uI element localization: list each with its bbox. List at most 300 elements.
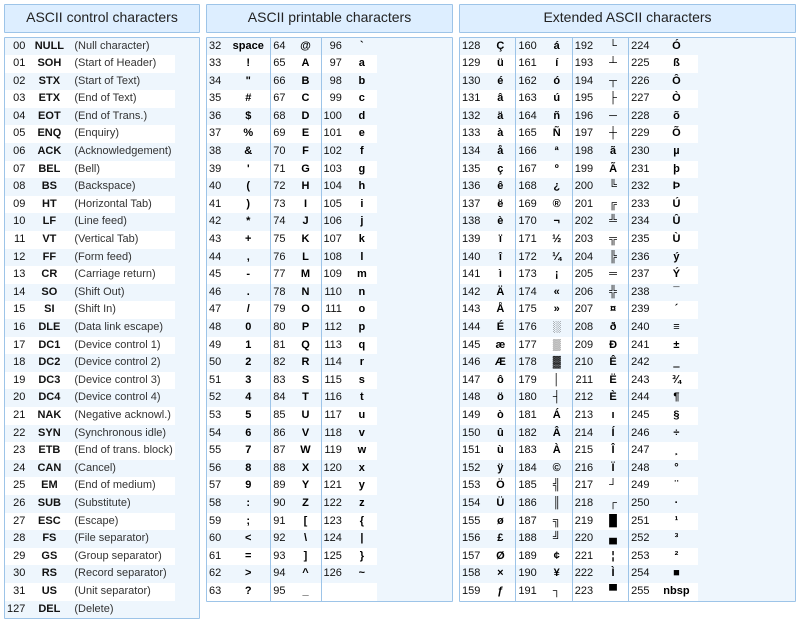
cell-code: 168: [516, 178, 541, 196]
cell-glyph: 7: [226, 442, 270, 460]
table-body: [516, 38, 571, 601]
table-row: [516, 108, 571, 126]
cell-code: 182: [516, 425, 541, 443]
cell-desc: (Escape): [68, 513, 174, 531]
cell-glyph: [: [291, 513, 321, 531]
cell-desc: (Device control 3): [68, 372, 174, 390]
table-row: [629, 372, 698, 390]
table-row: [5, 319, 175, 337]
table-row: [516, 196, 571, 214]
cell-code: 42: [207, 213, 226, 231]
table-body: [207, 38, 270, 601]
cell-code: 38: [207, 143, 226, 161]
cell-glyph: ¬: [542, 213, 572, 231]
table-row: [460, 301, 515, 319]
cell-glyph: £: [485, 530, 515, 548]
cell-glyph: ▒: [542, 337, 572, 355]
cell-code: 67: [271, 90, 290, 108]
table-body: [460, 38, 515, 601]
table-row: [629, 143, 698, 161]
cell-glyph: ╗: [542, 513, 572, 531]
table-row: [516, 178, 571, 196]
table-row: [207, 55, 270, 73]
cell-code: 239: [629, 301, 654, 319]
table-row: [5, 178, 175, 196]
cell-glyph: ETB: [30, 442, 68, 460]
table-row: [573, 301, 628, 319]
cell-code: 206: [573, 284, 598, 302]
cell-code: 112: [322, 319, 347, 337]
cell-glyph: SO: [30, 284, 68, 302]
cell-glyph: ESC: [30, 513, 68, 531]
cell-code: 123: [322, 513, 347, 531]
cell-code: 25: [5, 477, 30, 495]
table-row: [5, 548, 175, 566]
cell-glyph: DEL: [30, 601, 68, 619]
table-row: [5, 354, 175, 372]
cell-glyph: ±: [654, 337, 698, 355]
cell-desc: (Shift In): [68, 301, 174, 319]
table-row: [573, 90, 628, 108]
cell-glyph: ╬: [598, 284, 628, 302]
cell-glyph: !: [226, 55, 270, 73]
cell-glyph: ╔: [598, 196, 628, 214]
cell-glyph: █: [598, 513, 628, 531]
cell-glyph: ┬: [598, 73, 628, 91]
cell-desc: (Carriage return): [68, 266, 174, 284]
cell-glyph: m: [347, 266, 377, 284]
table-row: [573, 73, 628, 91]
cell-code: 93: [271, 548, 290, 566]
table-row: [5, 442, 175, 460]
cell-glyph: ã: [598, 143, 628, 161]
cell-code: 22: [5, 425, 30, 443]
cell-code: 226: [629, 73, 654, 91]
cell-code: 146: [460, 354, 485, 372]
cell-code: 134: [460, 143, 485, 161]
cell-code: 34: [207, 73, 226, 91]
table-row: [516, 301, 571, 319]
table-row: [5, 425, 175, 443]
table-row: [271, 337, 320, 355]
cell-glyph: -: [226, 266, 270, 284]
cell-code: 70: [271, 143, 290, 161]
table-row: [322, 38, 377, 56]
table-row: [629, 231, 698, 249]
table-row: [629, 530, 698, 548]
cell-code: 237: [629, 266, 654, 284]
cell-glyph: N: [291, 284, 321, 302]
cell-glyph: Ä: [485, 284, 515, 302]
cell-code: 199: [573, 161, 598, 179]
table-control-0: [5, 38, 175, 619]
cell-glyph: ×: [485, 565, 515, 583]
table-row: [516, 548, 571, 566]
cell-glyph: &: [226, 143, 270, 161]
cell-code: 150: [460, 425, 485, 443]
cell-desc: (Shift Out): [68, 284, 174, 302]
table-row: [460, 337, 515, 355]
cell-glyph: í: [542, 55, 572, 73]
cell-code: 143: [460, 301, 485, 319]
cell-glyph: G: [291, 161, 321, 179]
cell-glyph: w: [347, 442, 377, 460]
cell-code: 39: [207, 161, 226, 179]
table-row: [460, 319, 515, 337]
cell-glyph: ê: [485, 178, 515, 196]
cell-glyph: Æ: [485, 354, 515, 372]
cell-code: 165: [516, 125, 541, 143]
table-row: [271, 495, 320, 513]
table-row: [271, 477, 320, 495]
cell-code: 118: [322, 425, 347, 443]
cell-glyph: U: [291, 407, 321, 425]
cell-code: 140: [460, 249, 485, 267]
cell-glyph: Ã: [598, 161, 628, 179]
table-row: [271, 372, 320, 390]
table-row: [629, 161, 698, 179]
cell-glyph: ó: [542, 73, 572, 91]
table-row: [573, 407, 628, 425]
cell-code: 144: [460, 319, 485, 337]
cell-glyph: (: [226, 178, 270, 196]
table-row: [271, 38, 320, 56]
cell-code: 64: [271, 38, 290, 56]
cell-glyph: ╠: [598, 249, 628, 267]
cell-glyph: ETX: [30, 90, 68, 108]
cell-code: 241: [629, 337, 654, 355]
column-control-0: [5, 38, 175, 619]
cell-code: 235: [629, 231, 654, 249]
cell-desc: (End of trans. block): [68, 442, 174, 460]
cell-glyph: t: [347, 389, 377, 407]
cell-code: 185: [516, 477, 541, 495]
cell-glyph: ): [226, 196, 270, 214]
cell-glyph: á: [542, 38, 572, 56]
table-row: [460, 231, 515, 249]
cell-glyph: ┐: [542, 583, 572, 601]
table-row: [207, 161, 270, 179]
cell-desc: (End of Trans.): [68, 108, 174, 126]
cell-glyph: Ê: [598, 354, 628, 372]
table-row: [629, 389, 698, 407]
table-row: [460, 213, 515, 231]
table-row: [516, 143, 571, 161]
table-row: [5, 407, 175, 425]
cell-glyph: z: [347, 495, 377, 513]
cell-glyph: Ó: [654, 38, 698, 56]
table-row: [207, 442, 270, 460]
cell-code: 234: [629, 213, 654, 231]
cell-desc: (Substitute): [68, 495, 174, 513]
cell-desc: (Record separator): [68, 565, 174, 583]
table-row: [460, 407, 515, 425]
cell-code: 08: [5, 178, 30, 196]
table-row: [573, 565, 628, 583]
cell-code: 215: [573, 442, 598, 460]
cell-code: 145: [460, 337, 485, 355]
cell-code: 90: [271, 495, 290, 513]
table-row: [460, 442, 515, 460]
table-row: [5, 266, 175, 284]
cell-code: 152: [460, 460, 485, 478]
table-row: [516, 231, 571, 249]
table-row: [322, 143, 377, 161]
cell-glyph: ü: [485, 55, 515, 73]
table-row: [207, 513, 270, 531]
table-row: [271, 583, 320, 601]
cell-glyph: BS: [30, 178, 68, 196]
cell-code: 149: [460, 407, 485, 425]
cell-code: 131: [460, 90, 485, 108]
cell-code: 122: [322, 495, 347, 513]
cell-glyph: º: [542, 161, 572, 179]
cell-code: 81: [271, 337, 290, 355]
cell-glyph: ENQ: [30, 125, 68, 143]
cell-code: 107: [322, 231, 347, 249]
cell-code: 14: [5, 284, 30, 302]
cell-glyph: ·: [654, 495, 698, 513]
table-row: [322, 389, 377, 407]
table-row: [207, 178, 270, 196]
table-row: [573, 38, 628, 56]
cell-code: 238: [629, 284, 654, 302]
table-row: [573, 319, 628, 337]
cell-glyph: ╦: [598, 231, 628, 249]
table-row: [516, 266, 571, 284]
cell-glyph: NULL: [30, 38, 68, 56]
cell-glyph: s: [347, 372, 377, 390]
table-row: [573, 213, 628, 231]
cell-code: 178: [516, 354, 541, 372]
cell-glyph: _: [291, 583, 321, 601]
table-row: [516, 319, 571, 337]
table-row: [460, 249, 515, 267]
table-row: [5, 389, 175, 407]
cell-code: 142: [460, 284, 485, 302]
cell-desc: (Start of Text): [68, 73, 174, 91]
cell-glyph: DC3: [30, 372, 68, 390]
table-row: [322, 337, 377, 355]
table-row: [460, 125, 515, 143]
table-row: [573, 143, 628, 161]
cell-code: 16: [5, 319, 30, 337]
cell-code: 71: [271, 161, 290, 179]
cell-glyph: DLE: [30, 319, 68, 337]
cell-glyph: 2: [226, 354, 270, 372]
cell-glyph: ¾: [654, 372, 698, 390]
table-row: [573, 513, 628, 531]
cell-code: 116: [322, 389, 347, 407]
cell-code: 126: [322, 565, 347, 583]
table-row: [516, 460, 571, 478]
table-row: [271, 460, 320, 478]
table-row: [5, 495, 175, 513]
cell-code: 129: [460, 55, 485, 73]
cell-desc: (Null character): [68, 38, 174, 56]
cell-desc: (End of medium): [68, 477, 174, 495]
cell-code: 01: [5, 55, 30, 73]
cell-glyph: r: [347, 354, 377, 372]
cell-glyph: ': [226, 161, 270, 179]
cell-glyph: ¯: [654, 284, 698, 302]
cell-glyph: ¦: [598, 548, 628, 566]
cell-glyph: CR: [30, 266, 68, 284]
cell-code: 192: [573, 38, 598, 56]
cell-glyph: E: [291, 125, 321, 143]
table-row: [516, 73, 571, 91]
cell-code: 136: [460, 178, 485, 196]
table-row: [629, 442, 698, 460]
cell-code: 103: [322, 161, 347, 179]
cell-code: 55: [207, 442, 226, 460]
table-row: [516, 372, 571, 390]
cell-code: 164: [516, 108, 541, 126]
cell-glyph: <: [226, 530, 270, 548]
cell-code: 243: [629, 372, 654, 390]
cell-glyph: ï: [485, 231, 515, 249]
table-row: [629, 425, 698, 443]
cell-glyph: v: [347, 425, 377, 443]
cell-code: 125: [322, 548, 347, 566]
cell-glyph: µ: [654, 143, 698, 161]
cell-glyph: CAN: [30, 460, 68, 478]
table-row: [322, 495, 377, 513]
cell-glyph: }: [347, 548, 377, 566]
cell-code: 94: [271, 565, 290, 583]
cell-glyph: /: [226, 301, 270, 319]
table-row: [516, 389, 571, 407]
cell-code: 252: [629, 530, 654, 548]
cell-glyph: ¡: [542, 266, 572, 284]
panel-extended-ascii: [459, 4, 796, 552]
cell-glyph: È: [598, 389, 628, 407]
cell-code: 00: [5, 38, 30, 56]
cell-glyph: ÷: [654, 425, 698, 443]
cell-code: 162: [516, 73, 541, 91]
cell-code: 127: [5, 601, 30, 619]
cell-glyph: ø: [485, 513, 515, 531]
table-row: [322, 213, 377, 231]
table-row: [207, 73, 270, 91]
cell-glyph: ¸: [654, 442, 698, 460]
cell-code: 77: [271, 266, 290, 284]
table-row: [573, 530, 628, 548]
cell-code: 56: [207, 460, 226, 478]
cell-code: 183: [516, 442, 541, 460]
table-row: [629, 38, 698, 56]
cell-glyph: f: [347, 143, 377, 161]
table-row: [322, 565, 377, 583]
cell-glyph: Ö: [485, 477, 515, 495]
cell-code: 157: [460, 548, 485, 566]
cell-glyph: g: [347, 161, 377, 179]
cell-code: 51: [207, 372, 226, 390]
cell-code: 174: [516, 284, 541, 302]
table-row: [271, 143, 320, 161]
cell-desc: (Device control 1): [68, 337, 174, 355]
cell-desc: (Synchronous idle): [68, 425, 174, 443]
table-row: [322, 196, 377, 214]
cell-glyph: I: [291, 196, 321, 214]
table-row: [5, 196, 175, 214]
cell-glyph: b: [347, 73, 377, 91]
table-row: [322, 407, 377, 425]
table-row: [322, 55, 377, 73]
cell-code: 60: [207, 530, 226, 548]
table-row: [271, 407, 320, 425]
table-row: [629, 460, 698, 478]
table-row: [5, 337, 175, 355]
cell-code: 171: [516, 231, 541, 249]
cell-glyph: ½: [542, 231, 572, 249]
cell-code: 11: [5, 231, 30, 249]
cell-glyph: L: [291, 249, 321, 267]
cell-glyph: »: [542, 301, 572, 319]
cell-glyph: SYN: [30, 425, 68, 443]
cell-glyph: ▄: [598, 530, 628, 548]
table-row: [207, 425, 270, 443]
cell-desc: (Delete): [68, 601, 174, 619]
table-row: [629, 178, 698, 196]
cell-code: 139: [460, 231, 485, 249]
table-row: [207, 407, 270, 425]
cell-glyph: 5: [226, 407, 270, 425]
cell-glyph: 0: [226, 319, 270, 337]
cell-code: 96: [322, 38, 347, 56]
cell-glyph: FS: [30, 530, 68, 548]
table-row: [573, 284, 628, 302]
cell-code: 221: [573, 548, 598, 566]
cell-glyph: Ë: [598, 372, 628, 390]
table-row: [322, 460, 377, 478]
cell-code: 52: [207, 389, 226, 407]
table-row: [271, 249, 320, 267]
cell-code: 248: [629, 460, 654, 478]
cell-glyph: DC2: [30, 354, 68, 372]
cell-glyph: ù: [485, 442, 515, 460]
table-row: [5, 249, 175, 267]
cell-code: 07: [5, 161, 30, 179]
table-row: [271, 530, 320, 548]
cell-code: 189: [516, 548, 541, 566]
cell-glyph: ╣: [542, 477, 572, 495]
table-row: [322, 125, 377, 143]
table-row: [322, 583, 377, 601]
cell-code: 212: [573, 389, 598, 407]
cell-glyph: %: [226, 125, 270, 143]
cell-code: 219: [573, 513, 598, 531]
cell-code: 181: [516, 407, 541, 425]
cell-code: 200: [573, 178, 598, 196]
table-row: [5, 372, 175, 390]
panel-ascii-printable: [206, 4, 453, 552]
cell-code: 176: [516, 319, 541, 337]
table-row: [460, 425, 515, 443]
cell-code: 161: [516, 55, 541, 73]
table-row: [460, 38, 515, 56]
table-row: [5, 530, 175, 548]
table-row: [629, 354, 698, 372]
cell-code: 12: [5, 249, 30, 267]
table-extended-1: [516, 38, 571, 601]
cell-glyph: ‗: [654, 354, 698, 372]
cell-desc: (Line feed): [68, 213, 174, 231]
cell-code: 05: [5, 125, 30, 143]
cell-glyph: @: [291, 38, 321, 56]
cell-glyph: K: [291, 231, 321, 249]
table-row: [5, 284, 175, 302]
